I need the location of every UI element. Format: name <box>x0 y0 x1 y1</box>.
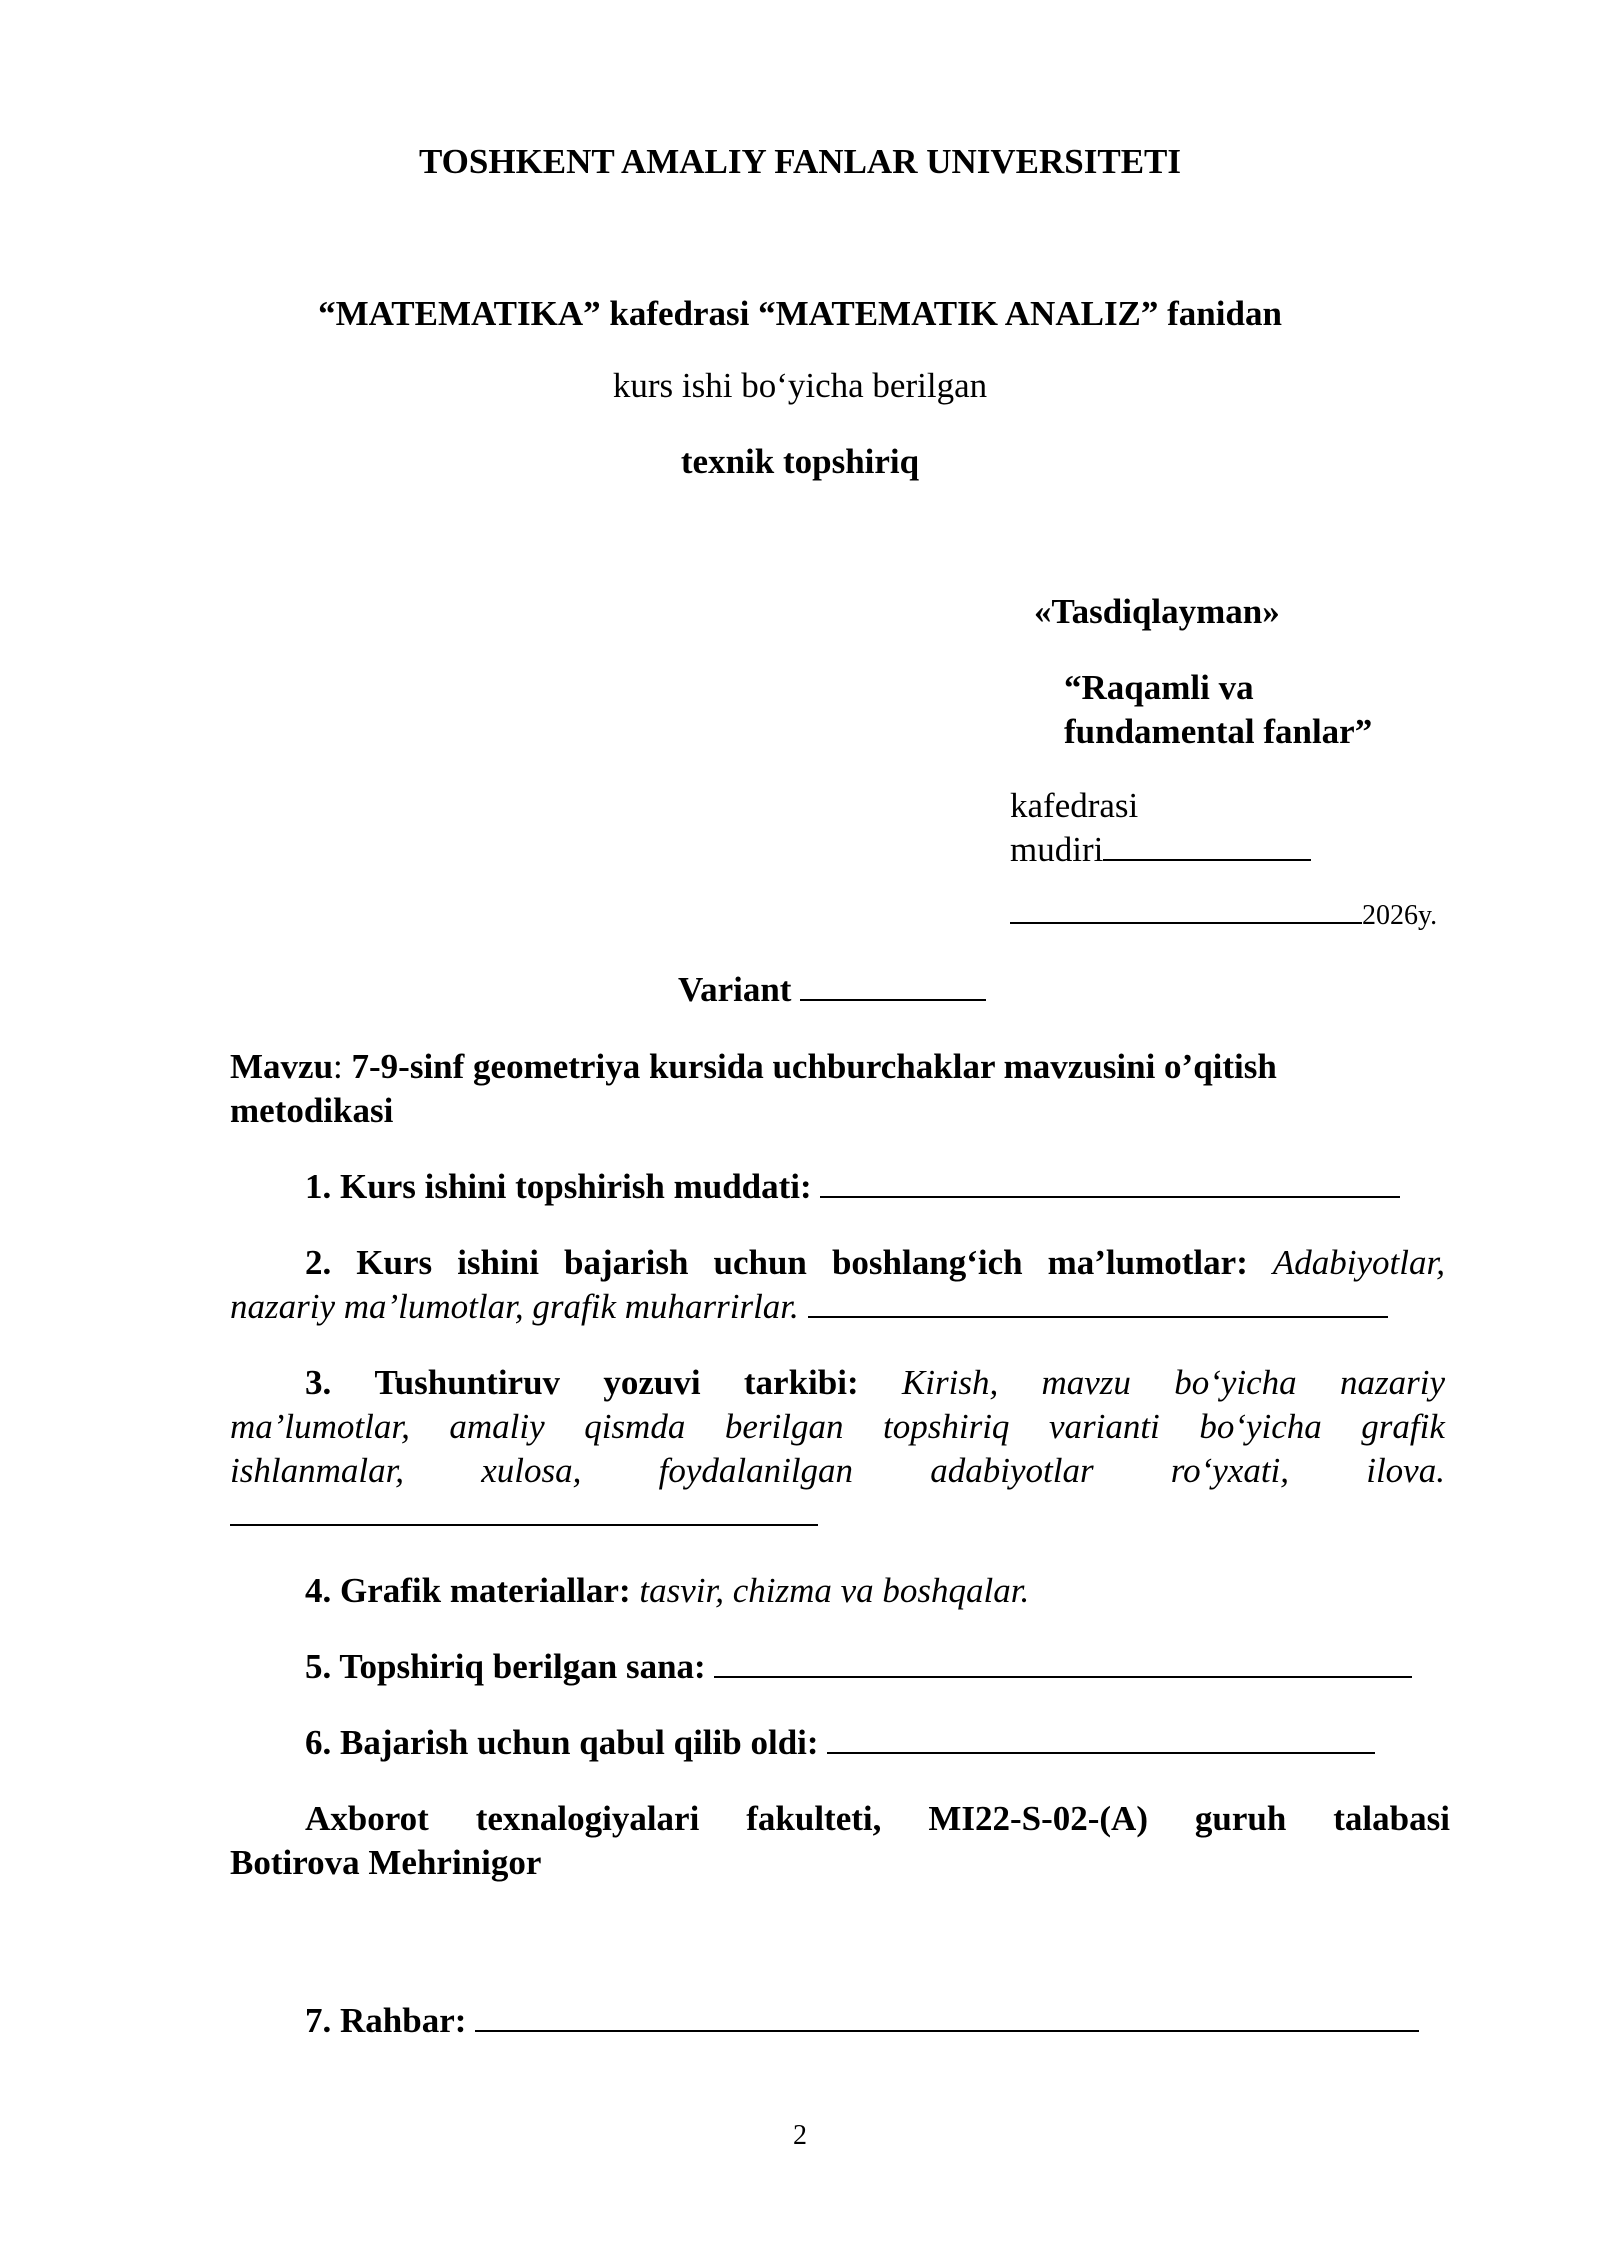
item3-line2 <box>230 1405 1445 1449</box>
variant-line <box>678 968 986 1012</box>
doc-title: texnik topshiriq <box>680 442 920 481</box>
topic-label: Mavzu <box>230 1047 334 1086</box>
item3-word: ro‘yxati, <box>1170 1451 1290 1490</box>
item4-value: tasvir, chizma va boshqalar. <box>639 1571 1030 1610</box>
item2-word: uchun <box>713 1243 807 1282</box>
item3-word: Tushuntiruv <box>374 1363 561 1402</box>
student-line1 <box>305 1797 1450 1841</box>
item3-word: bo‘yicha <box>1199 1407 1322 1446</box>
approval-dept-line2: fundamental fanlar” <box>1064 712 1373 751</box>
department-line: “MATEMATIKA” kafedrasi “MATEMATIK ANALIZ” fanidan <box>318 294 1282 333</box>
item1-label: 1. Kurs ishini topshirish muddati: <box>305 1167 812 1206</box>
item5-line <box>305 1645 1412 1689</box>
item5-label: 5. Topshiriq berilgan sana: <box>305 1647 706 1686</box>
item3-line3 <box>230 1449 1445 1493</box>
item2-word: Kurs <box>356 1243 433 1282</box>
item7-blank <box>475 2000 1419 2032</box>
subtitle: kurs ishi bo‘yicha berilgan <box>612 366 988 405</box>
approval-dept-line1: “Raqamli va <box>1064 668 1254 707</box>
item7-line <box>305 1999 1419 2043</box>
item3-word: ishlanmalar, <box>230 1451 405 1490</box>
approval-mudiri-line <box>1010 828 1311 872</box>
item3-word: Kirish, <box>901 1363 999 1402</box>
student-word: MI22-S-02-(A) <box>928 1799 1148 1838</box>
item7-label: 7. Rahbar: <box>305 2001 467 2040</box>
item3-line1 <box>305 1361 1445 1405</box>
approval-year: 2026y. <box>1362 900 1438 931</box>
item3-word: tarkibi: <box>743 1363 859 1402</box>
topic-colon: : <box>333 1047 343 1086</box>
item6-blank <box>827 1722 1375 1754</box>
item4-line <box>305 1569 1029 1613</box>
student-word: texnalogiyalari <box>475 1799 700 1838</box>
item2-word: ma’lumotlar: <box>1047 1243 1248 1282</box>
university-name: TOSHKENT AMALIY FANLAR UNIVERSITETI <box>418 142 1182 181</box>
item3-word: 3. <box>305 1363 332 1402</box>
approval-kafedrasi: kafedrasi <box>1010 786 1139 825</box>
approval-mudiri: mudiri <box>1010 830 1104 869</box>
item3-word: yozuvi <box>603 1363 701 1402</box>
item5-blank <box>714 1646 1412 1678</box>
item4-label: 4. Grafik materiallar: <box>305 1571 631 1610</box>
topic-line1 <box>230 1045 1277 1089</box>
item3-word: bo‘yicha <box>1174 1363 1297 1402</box>
variant-label: Variant <box>678 970 792 1009</box>
item3-word: amaliy <box>449 1407 545 1446</box>
page-number: 2 <box>793 2120 807 2151</box>
student-word: talabasi <box>1333 1799 1450 1838</box>
item3-word: topshiriq <box>883 1407 1010 1446</box>
item2-line2 <box>230 1285 1388 1329</box>
item3-word: mavzu <box>1041 1363 1131 1402</box>
item3-word: ilova. <box>1366 1451 1445 1490</box>
approval-heading: «Tasdiqlayman» <box>1034 592 1280 631</box>
item3-word: grafik <box>1361 1407 1445 1446</box>
item2-text: nazariy ma’lumotlar, grafik muharrirlar. <box>230 1287 799 1326</box>
student-word: Axborot <box>305 1799 429 1838</box>
item3-word: nazariy <box>1339 1363 1445 1402</box>
approval-date-line <box>1010 896 1437 936</box>
item3-word: qismda <box>584 1407 686 1446</box>
topic-text-1: 7-9-sinf geometriya kursida uchburchaklar mavzusini o’qitish <box>342 1047 1277 1086</box>
student-name: Botirova Mehrinigor <box>230 1843 542 1882</box>
topic-line2: metodikasi <box>230 1091 394 1130</box>
item2-word: ishini <box>457 1243 539 1282</box>
item1-line <box>305 1165 1400 1209</box>
item3-blank <box>230 1494 818 1526</box>
item3-word: foydalanilgan <box>658 1451 854 1490</box>
date-blank <box>1010 898 1362 924</box>
student-word: guruh <box>1194 1799 1287 1838</box>
item6-line <box>305 1721 1375 1765</box>
item1-blank <box>820 1166 1400 1198</box>
item2-tail: Adabiyotlar, <box>1272 1243 1445 1282</box>
signature-blank <box>1103 829 1311 861</box>
item3-word: berilgan <box>724 1407 844 1446</box>
item3-word: xulosa, <box>481 1451 582 1490</box>
item2-line1 <box>305 1241 1445 1285</box>
item2-blank <box>808 1286 1388 1318</box>
item2-word: 2. <box>305 1243 332 1282</box>
item6-label: 6. Bajarish uchun qabul qilib oldi: <box>305 1723 819 1762</box>
item2-word: boshlang‘ich <box>831 1243 1023 1282</box>
item3-word: ma’lumotlar, <box>230 1407 410 1446</box>
variant-blank <box>800 969 986 1001</box>
student-word: fakulteti, <box>746 1799 882 1838</box>
item3-word: varianti <box>1048 1407 1160 1446</box>
item3-word: adabiyotlar <box>930 1451 1094 1490</box>
item2-word: bajarish <box>563 1243 689 1282</box>
item3-line4 <box>230 1493 818 1537</box>
